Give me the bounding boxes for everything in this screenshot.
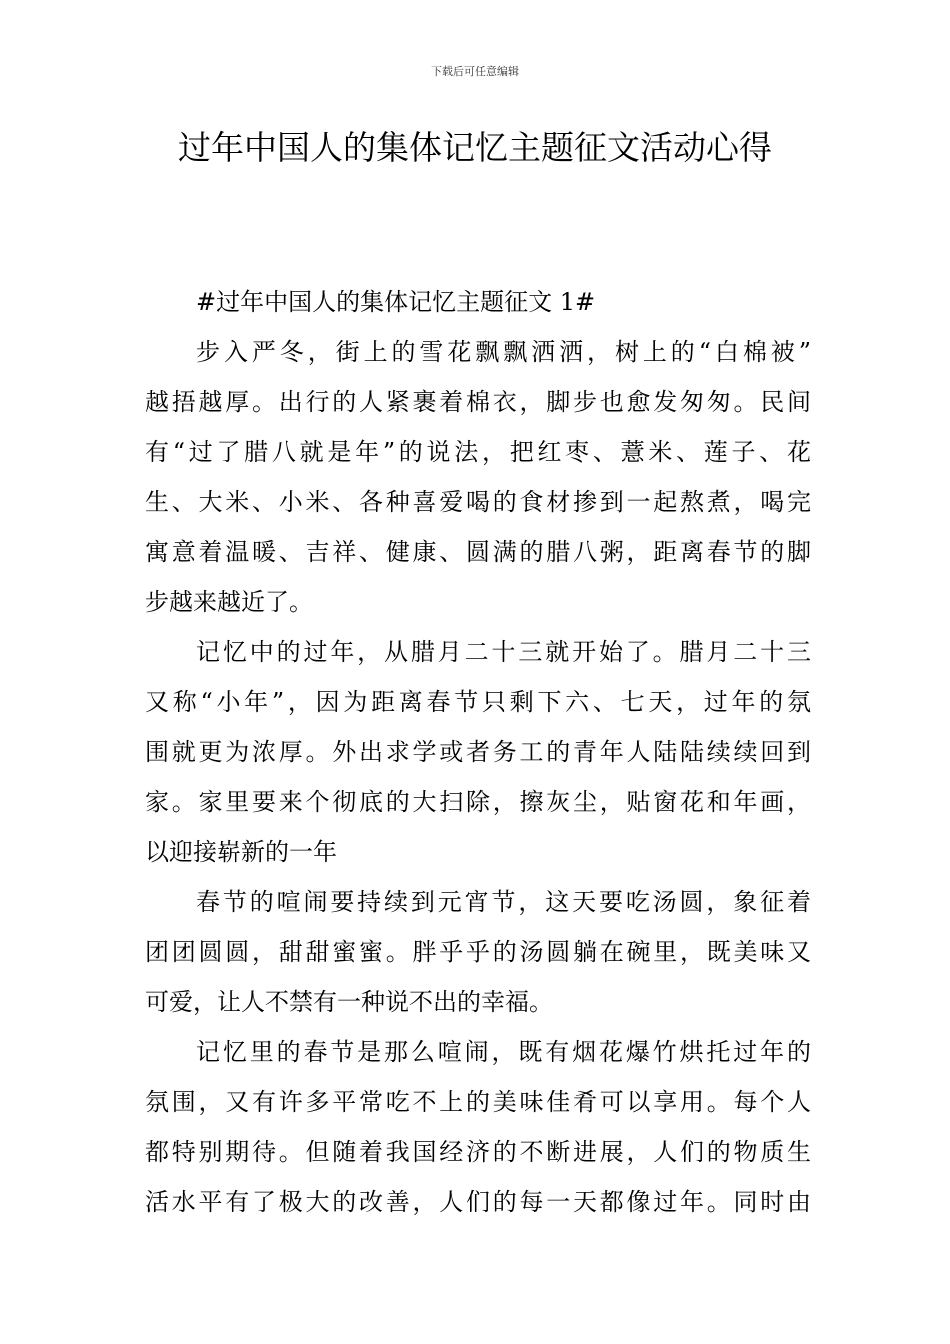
paragraph-2 <box>145 627 811 877</box>
paragraph-4 <box>145 1027 811 1227</box>
paragraph-line: 记忆中的过年，从腊月二十三就开始了。腊月二十三 <box>196 638 811 666</box>
paragraph-3 <box>145 877 811 1027</box>
paragraph-line: 团团圆圆，甜甜蜜蜜。胖乎乎的汤圆躺在碗里，既美味又 <box>145 938 811 966</box>
paragraph-line: 又称“小年”，因为距离春节只剩下六、七天，过年的氛 <box>145 688 811 716</box>
paragraph-line: 以迎接崭新的一年 <box>145 838 337 866</box>
paragraph-line: 步越来越近了。 <box>145 588 313 616</box>
paragraph-line: 活水平有了极大的改善，人们的每一天都像过年。同时由 <box>145 1188 811 1216</box>
paragraph-line: 越捂越厚。出行的人紧裹着棉衣，脚步也愈发匆匆。民间 <box>145 388 811 416</box>
paragraph-line: 记忆里的春节是那么喧闹，既有烟花爆竹烘托过年的 <box>196 1038 811 1066</box>
document-title: 过年中国人的集体记忆主题征文活动心得 <box>178 128 772 167</box>
paragraph-line: 生、大米、小米、各种喜爱喝的食材掺到一起熬煮，喝完 <box>145 488 811 516</box>
paragraph-line: 步入严冬，街上的雪花飘飘洒洒，树上的“白棉被” <box>196 338 811 366</box>
paragraph-1 <box>145 327 811 627</box>
paragraph-line: 围就更为浓厚。外出求学或者务工的青年人陆陆续续回到 <box>145 738 811 766</box>
paragraph-line: 都特别期待。但随着我国经济的不断进展，人们的物质生 <box>145 1138 811 1166</box>
section-subheading: #过年中国人的集体记忆主题征文 1# <box>196 288 596 316</box>
header-note: 下载后可任意编辑 <box>431 65 519 78</box>
paragraph-line: 可爱，让人不禁有一种说不出的幸福。 <box>145 988 553 1016</box>
paragraph-line: 春节的喧闹要持续到元宵节，这天要吃汤圆，象征着 <box>196 888 811 916</box>
paragraph-line: 有“过了腊八就是年”的说法，把红枣、薏米、莲子、花 <box>145 438 811 466</box>
paragraph-line: 寓意着温暖、吉祥、健康、圆满的腊八粥，距离春节的脚 <box>145 538 811 566</box>
paragraph-line: 家。家里要来个彻底的大扫除，擦灰尘，贴窗花和年画， <box>145 788 811 816</box>
document-body <box>145 277 811 1227</box>
paragraph-line: 氛围，又有许多平常吃不上的美味佳肴可以享用。每个人 <box>145 1088 811 1116</box>
